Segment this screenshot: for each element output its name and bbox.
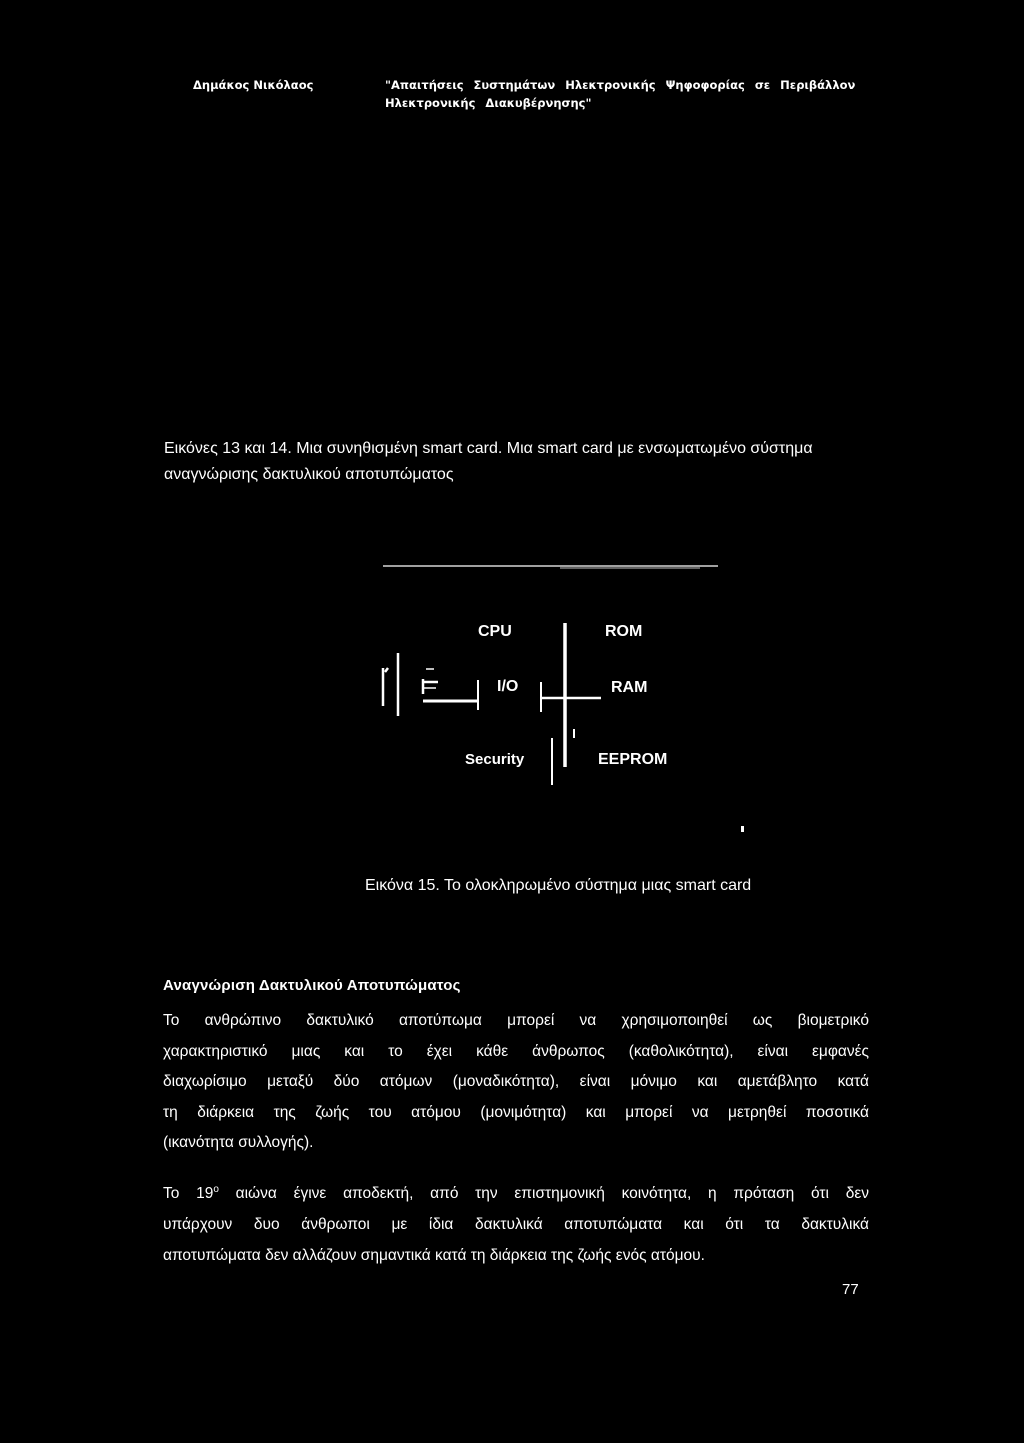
paragraph-2-line [163, 1178, 869, 1209]
paragraph-2-line: υπάρχουν δυο άνθρωποι με ίδια δακτυλικά αποτυπώματα και ότι τα δακτυλικά [163, 1216, 869, 1233]
paragraph-1-line: (ικανότητα συλλογής). [163, 1134, 314, 1152]
page-number: 77 [842, 1281, 859, 1298]
label-ram: RAM [611, 679, 648, 696]
label-io: I/O [497, 678, 519, 695]
label-cpu: CPU [478, 623, 512, 640]
section-heading: Αναγνώριση Δακτυλικού Αποτυπώματος [163, 977, 461, 994]
paragraph-2 [163, 1178, 869, 1271]
paragraph-2-line-rest: αιώνα έγινε αποδεκτή, από την επιστημονική κοινότητα, η πρόταση ότι δεν [218, 1185, 870, 1202]
paragraph-1-line: τη διάρκεια της ζωής του ατόμου (μονιμότητα) και μπορεί να μετρηθεί ποσοτικά [163, 1103, 869, 1121]
io-connector [423, 669, 478, 710]
stray-mark [741, 826, 744, 832]
label-rom: ROM [605, 623, 643, 640]
header-author: Δημάκος Νικόλαος [193, 78, 314, 92]
system-bus [541, 623, 601, 785]
card-contact-lines [383, 653, 398, 716]
ordinal-superscript: ο [213, 1183, 219, 1195]
paragraph-1-line: Το ανθρώπινο δακτυλικό αποτύπωμα μπορεί να χρησιμοποιηθεί ως βιομετρικό [163, 1012, 869, 1029]
paragraph-2-line-start: Το 19 [163, 1185, 214, 1202]
paragraph-2-line: αποτυπώματα δεν αλλάζουν σημαντικά κατά τη διάρκεια της ζωής ενός ατόμου. [163, 1247, 705, 1264]
label-eeprom: EEPROM [598, 751, 668, 768]
label-security: Security [465, 751, 525, 768]
header-title: "Απαιτήσεις Συστημάτων Ηλεκτρονικής Ψηφοφορίας σε Περιβάλλον Ηλεκτρονικής Διακυβέρνησης" [385, 78, 856, 110]
figure-13-14-caption: Εικόνες 13 και 14. Μια συνηθισμένη smart card. Μια smart card με ενσωματωμένο σύστημα αναγνώρισης δακτυλικού αποτυπώματος [164, 440, 813, 483]
paragraph-1 [163, 1006, 869, 1159]
paragraph-1-line: διαχωρίσιμο μεταξύ δύο ατόμων (μοναδικότητα), είναι μόνιμο και αμετάβλητο κατά [163, 1073, 869, 1091]
paragraph-1-line: χαρακτηριστικό μιας και το έχει κάθε άνθρωπος (καθολικότητα), είναι εμφανές [163, 1042, 869, 1060]
figure-15-caption: Εικόνα 15. Το ολοκληρωμένο σύστημα μιας smart card [365, 877, 752, 894]
